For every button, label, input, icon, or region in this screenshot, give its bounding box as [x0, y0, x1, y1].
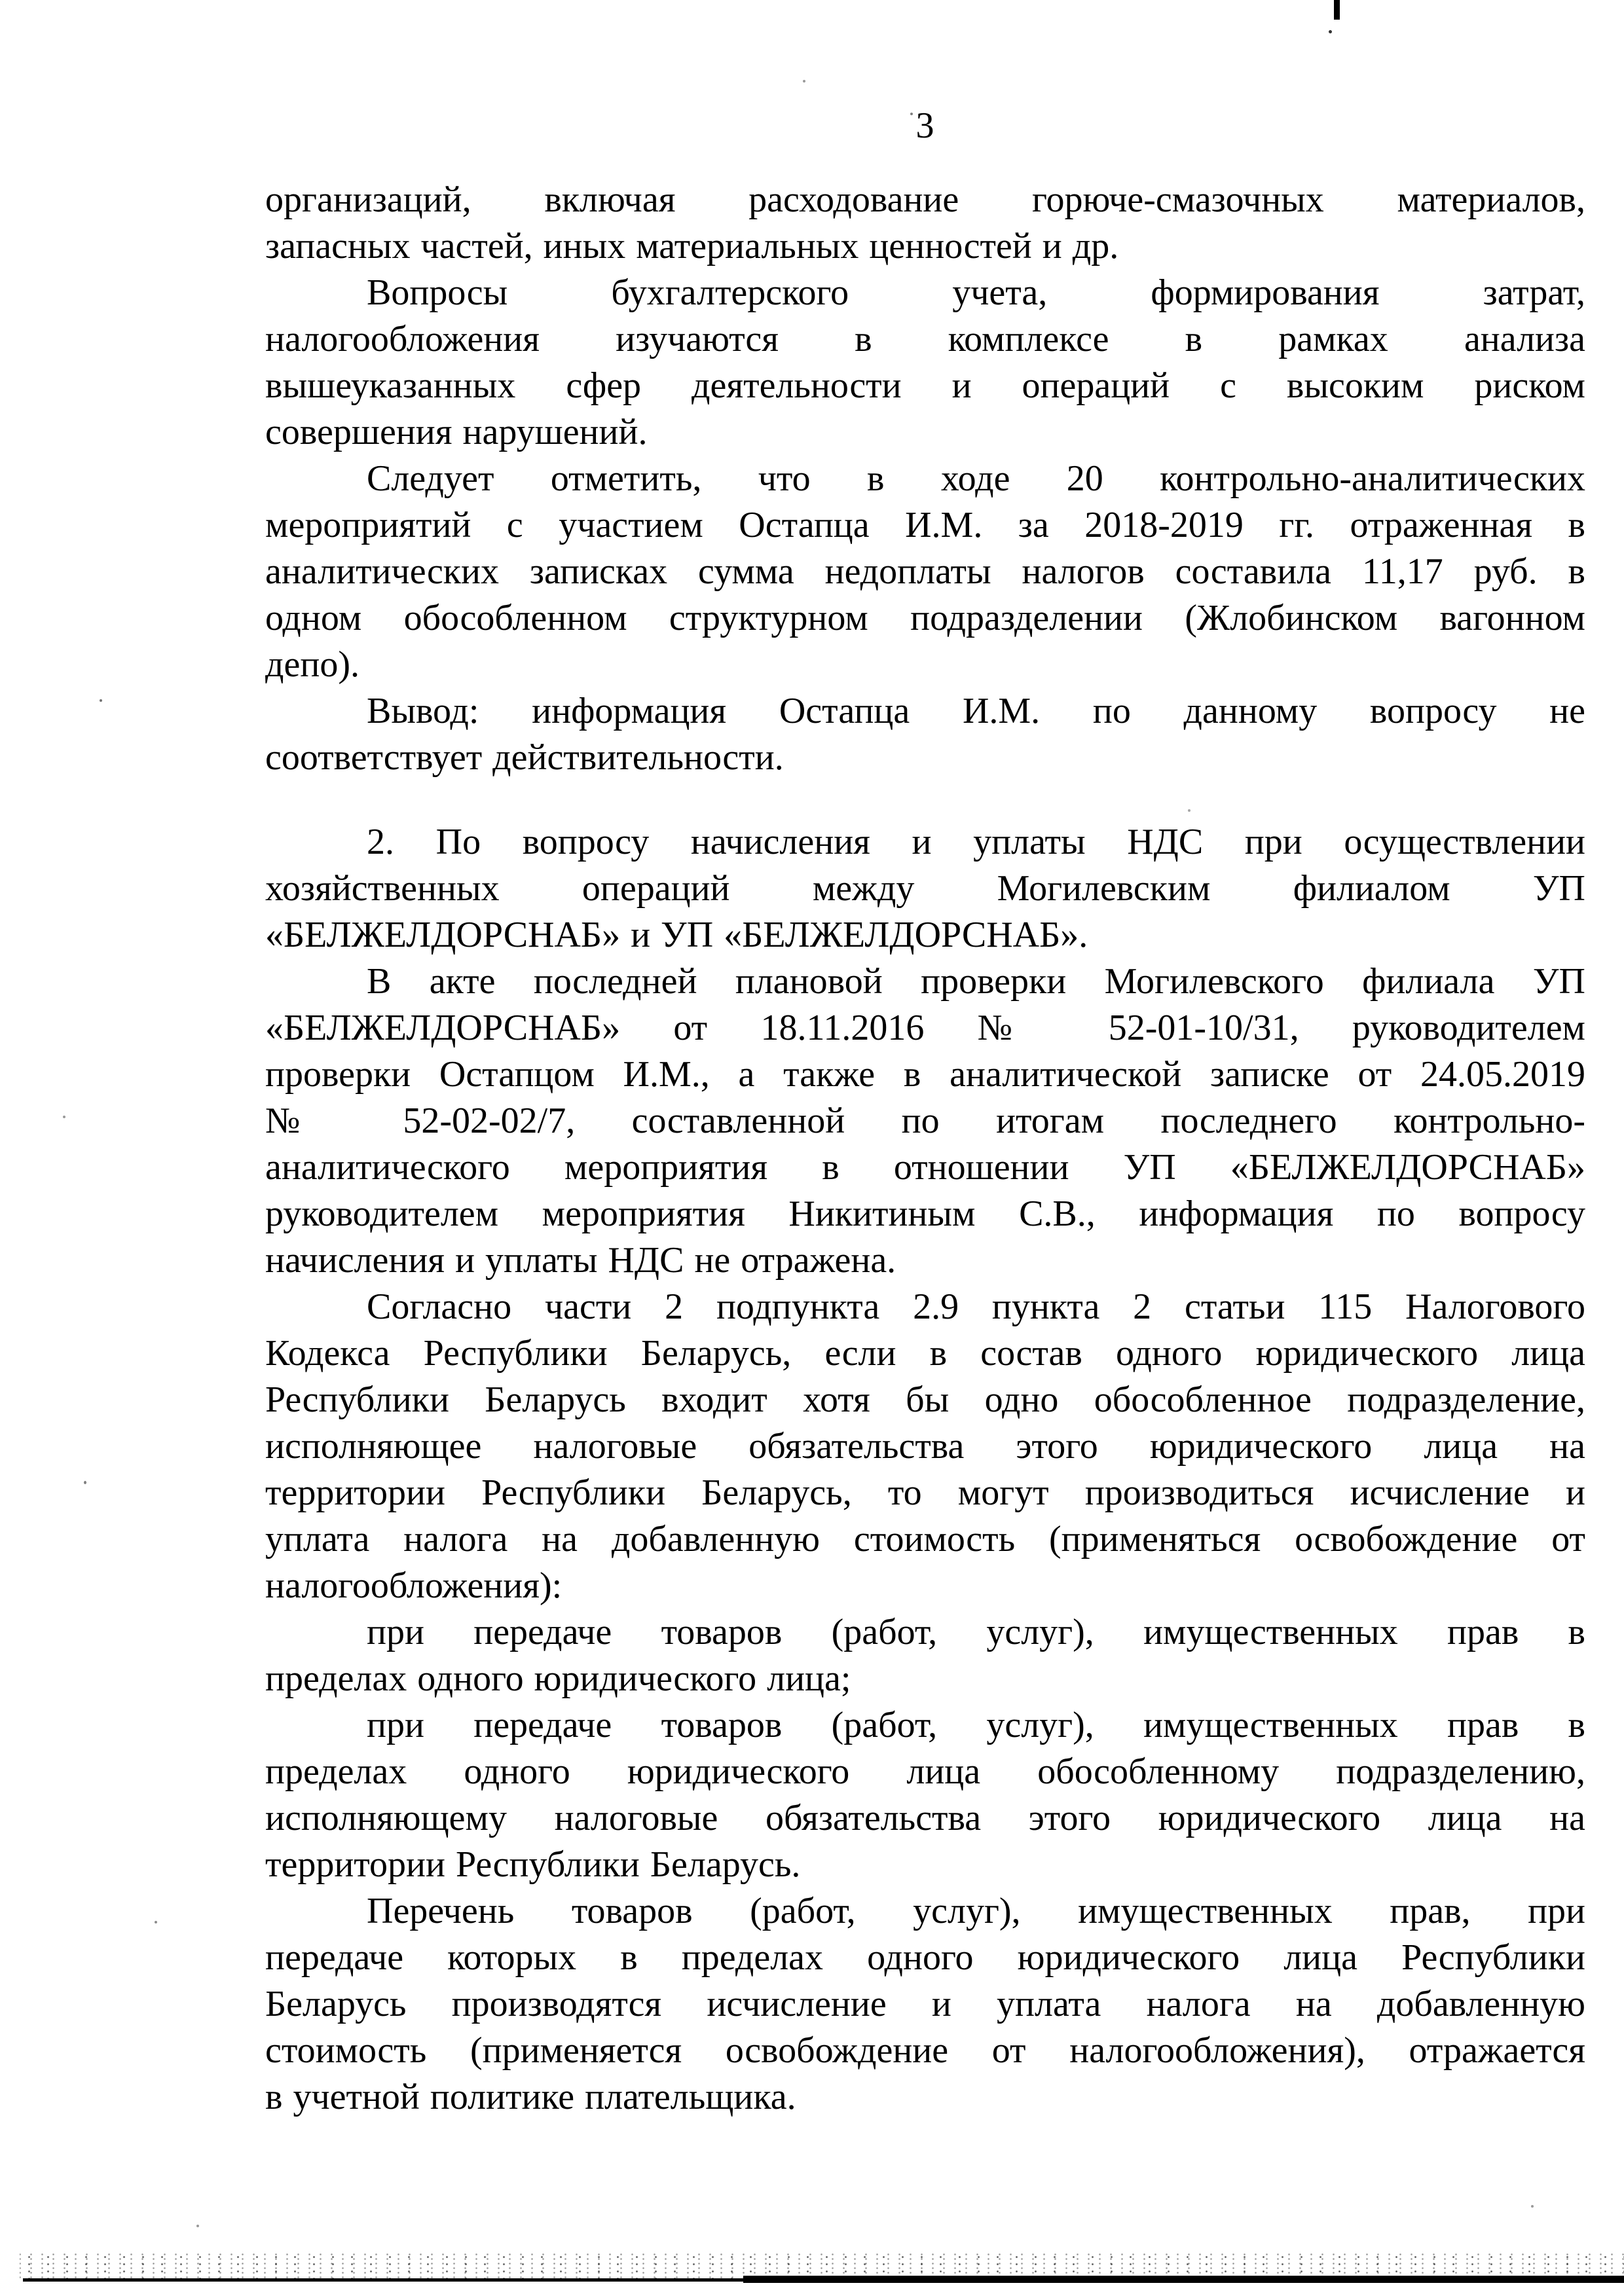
text-line: налогообложения):	[265, 1565, 563, 1606]
text-line: Беларусь производятся исчисление и уплата налога на добавленную	[265, 1984, 1585, 2024]
paragraph	[265, 1888, 1585, 2121]
scan-noise	[84, 1481, 86, 1484]
text-line: одном обособленном структурном подразделении (Жлобинском вагонном	[265, 598, 1585, 638]
scan-noise	[1188, 809, 1190, 812]
scan-noise	[1438, 196, 1441, 199]
text-line: совершения нарушений.	[265, 412, 648, 452]
text-line: Вывод: информация Остапца И.М. по данному вопросу не	[367, 691, 1585, 731]
paragraph	[265, 1702, 1585, 1888]
paragraph	[265, 1284, 1585, 1609]
paragraph	[265, 958, 1585, 1284]
scan-noise	[803, 80, 805, 82]
text-line: проверки Остапцом И.М., а также в аналитической записке от 24.05.2019	[265, 1054, 1585, 1095]
text-line: депо).	[265, 644, 360, 685]
text-line: исполняющее налоговые обязательства этого юридического лица на	[265, 1426, 1585, 1467]
text-line: хозяйственных операций между Могилевским филиалом УП	[265, 868, 1585, 909]
text-line: территории Республики Беларусь.	[265, 1844, 801, 1885]
text-line: Кодекса Республики Беларусь, если в состав одного юридического лица	[265, 1333, 1585, 1374]
text-line: руководителем мероприятия Никитиным С.В., информация по вопросу	[265, 1194, 1585, 1234]
scan-noise	[155, 1921, 157, 1923]
text-line: В акте последней плановой проверки Могилевского филиала УП	[367, 961, 1585, 1002]
text-line: вышеуказанных сфер деятельности и операций с высоким риском	[265, 365, 1585, 406]
text-line: Республики Беларусь входит хотя бы одно обособленное подразделение,	[265, 1379, 1585, 1420]
text-line: при передаче товаров (работ, услуг), имущественных прав в	[367, 1612, 1585, 1652]
text-line: пределах одного юридического лица;	[265, 1658, 851, 1699]
text-line: уплата налога на добавленную стоимость (применяться освобождение от	[265, 1519, 1585, 1559]
text-line: Вопросы бухгалтерского учета, формирования затрат,	[367, 272, 1585, 313]
text-line: в учетной политике плательщика.	[265, 2077, 796, 2117]
paragraph	[265, 819, 1585, 958]
text-line: организаций, включая расходование горюче-смазочных материалов,	[265, 179, 1585, 220]
scan-noise	[100, 699, 102, 702]
text-line: налогообложения изучаются в комплексе в рамках анализа	[265, 319, 1585, 359]
text-line: соответствует действительности.	[265, 737, 784, 778]
text-line: Следует отметить, что в ходе 20 контрольно-аналитических	[367, 458, 1585, 499]
text-line: мероприятий с участием Остапца И.М. за 2018-2019 гг. отраженная в	[265, 505, 1585, 545]
scan-noise	[1531, 2205, 1534, 2208]
document-text	[265, 177, 1585, 2121]
text-line: № 52-02-02/7, составленной по итогам последнего контрольно-	[265, 1101, 1585, 1141]
scan-noise	[910, 113, 913, 115]
page-number: 3	[915, 105, 935, 146]
scan-noise	[63, 1116, 65, 1118]
text-line: Перечень товаров (работ, услуг), имущественных прав, при	[367, 1891, 1585, 1931]
text-line: аналитического мероприятия в отношении УП «БЕЛЖЕЛДОРСНАБ»	[265, 1147, 1585, 1188]
text-line: 2. По вопросу начисления и уплаты НДС при осуществлении	[367, 822, 1585, 862]
text-line: Согласно части 2 подпункта 2.9 пункта 2 статьи 115 Налогового	[367, 1286, 1585, 1327]
text-line: исполняющему налоговые обязательства этого юридического лица на	[265, 1798, 1585, 1838]
text-line: территории Республики Беларусь, то могут производиться исчисление и	[265, 1472, 1585, 1513]
scan-edge-bar	[743, 2276, 1624, 2283]
paragraph	[265, 177, 1585, 270]
paragraph	[265, 688, 1585, 781]
paragraph	[265, 456, 1585, 688]
paragraph	[265, 270, 1585, 456]
text-line: начисления и уплаты НДС не отражена.	[265, 1240, 896, 1281]
scan-noise-band	[20, 2253, 1624, 2278]
text-line: «БЕЛЖЕЛДОРСНАБ» от 18.11.2016 № 52-01-10/31, руководителем	[265, 1008, 1585, 1048]
scan-edge-bar	[23, 2278, 743, 2282]
text-line: при передаче товаров (работ, услуг), имущественных прав в	[367, 1705, 1585, 1745]
scan-noise	[196, 2225, 199, 2227]
text-line: пределах одного юридического лица обособленному подразделению,	[265, 1751, 1585, 1792]
paragraph	[265, 1609, 1585, 1702]
text-line: запасных частей, иных материальных ценностей и др.	[265, 226, 1119, 266]
scan-edge-mark	[1334, 0, 1340, 20]
text-line: передаче которых в пределах одного юридического лица Республики	[265, 1937, 1585, 1978]
text-line: аналитических записках сумма недоплаты налогов составила 11,17 руб. в	[265, 551, 1585, 592]
text-line: «БЕЛЖЕЛДОРСНАБ» и УП «БЕЛЖЕЛДОРСНАБ».	[265, 915, 1088, 955]
scan-noise	[1329, 30, 1332, 33]
text-line: стоимость (применяется освобождение от налогообложения), отражается	[265, 2030, 1585, 2071]
